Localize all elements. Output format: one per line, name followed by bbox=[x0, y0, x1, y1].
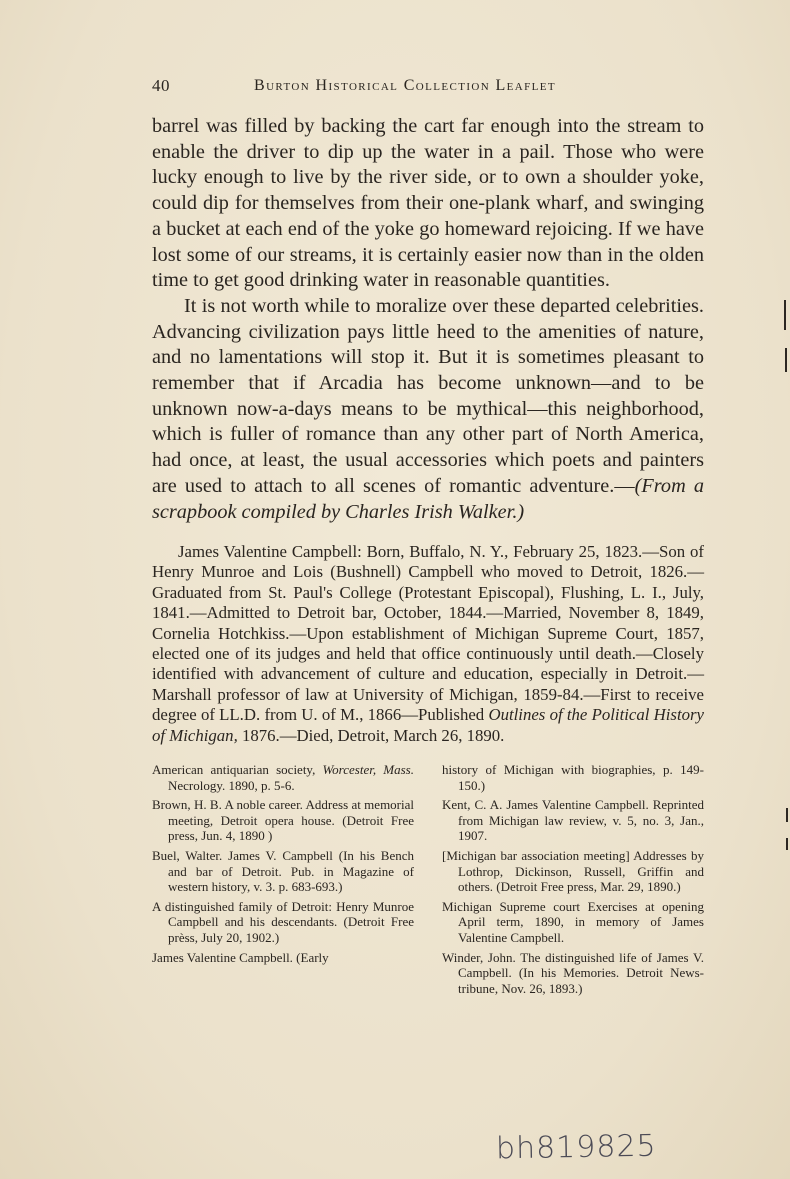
reference-italic: Worcester, Mass. bbox=[322, 762, 414, 777]
reference-text: Kent, C. A. James Valentine Campbell. Reprinted from Michigan law review, v. 5, no. 3, Jan., 1907. bbox=[442, 797, 704, 844]
source-note: (From a scrapbook compiled by Charles Irish Walker.) bbox=[152, 474, 704, 523]
margin-mark bbox=[786, 838, 788, 850]
reference-item bbox=[442, 899, 704, 946]
body-paragraph-text: It is not worth while to moralize over these departed celebrities. Advancing civilization pays little heed to the amenities of nature, and no lamentations will stop it. But it is sometimes pleasant to remember that if Arcadia has become unknown—and to be unknown now-a-days means to be mythical—this neighborhood, which is fuller of romance than any other part of North America, had once, at least, the usual accessories which poets and painters are used to attach to all scenes of romantic adventure.— bbox=[152, 294, 704, 497]
biography-paragraph bbox=[152, 542, 704, 746]
reference-text: Michigan Supreme court Exercises at opening April term, 1890, in memory of James Valentine Campbell. bbox=[442, 898, 704, 945]
reference-item bbox=[152, 899, 414, 946]
margin-mark bbox=[785, 348, 787, 372]
bio-text: James Valentine Campbell: Born, Buffalo, N. Y., February 25, 1823.—Son of Henry Munroe and Lois (Bushnell) Campbell who moved to Detroit, 1826.—Graduated from St. Paul's College (Protestant Episcopal), Flushing, L. I., July, 1841.—Admitted to Detroit bar, October, 1844.—Married, November 8, 1849, Cornelia Hotchkiss.—Upon establishment of Michigan Supreme Court, 1857, elected one of its judges and held that office continuously until death.—Closely identified with advancement of culture and education, especially in Detroit.—Marshall professor of law at University of Michigan, 1859-84.—First to receive degree of LL.D. from U. of M., 1866—Published bbox=[152, 542, 704, 725]
references-right-column bbox=[442, 762, 704, 1000]
reference-item bbox=[442, 762, 704, 793]
reference-item bbox=[152, 762, 414, 793]
reference-text: Winder, John. The distinguished life of James V. Campbell. (In his Memories. Detroit News-tribune, Nov. 26, 1893.) bbox=[442, 949, 704, 996]
page-header bbox=[152, 76, 704, 102]
body-paragraph: barrel was filled by backing the cart far enough into the stream to enable the driver to dip up the water in a pail. Those who were lucky enough to live by the river side, or to own a shoulder yoke, could dip for themselves from their one-plank wharf, and swinging a bucket at each end of the yoke go homeward rejoicing. If we have lost some of our streams, it is certainly easier now than in the olden time to get good drinking water in reasonable quantities. bbox=[152, 115, 704, 292]
reference-text: history of Michigan with biographies, p. 149-150.) bbox=[442, 762, 704, 793]
running-head: Burton Historical Collection Leaflet bbox=[254, 77, 556, 94]
reference-item bbox=[152, 848, 414, 895]
reference-text: [Michigan bar association meeting] Addresses by Lothrop, Dickinson, Russell, Griffin and others. (Detroit Free press, Mar. 29, 1890.) bbox=[442, 847, 704, 895]
reference-text: American antiquarian society, bbox=[152, 762, 323, 777]
reference-text: Brown, H. B. A noble career. Address at memorial meeting, Detroit opera house. (Detroit Free press, Jun. 4, 1890 ) bbox=[152, 797, 414, 844]
margin-mark bbox=[784, 300, 786, 330]
reference-item bbox=[152, 797, 414, 844]
accession-number: bh819825 bbox=[495, 1128, 657, 1167]
reference-text-end: Necrology. 1890, p. 5-6. bbox=[168, 777, 295, 793]
reference-text: A distinguished family of Detroit: Henry Munroe Campbell and his descendants. (Detroit Free prèss, July 20, 1902.) bbox=[152, 898, 414, 945]
page-number: 40 bbox=[152, 76, 170, 95]
reference-text: James Valentine Campbell. (Early bbox=[152, 949, 329, 965]
reference-text: Buel, Walter. James V. Campbell (In his Bench and bar of Detroit. Pub. in Magazine of western history, v. 3. p. 683-693.) bbox=[152, 847, 414, 895]
reference-item bbox=[442, 848, 704, 895]
reference-item bbox=[442, 797, 704, 844]
reference-item bbox=[442, 950, 704, 997]
bio-book-title: Outlines of the Political History of Michigan, bbox=[152, 705, 704, 745]
references-left-column bbox=[152, 762, 414, 969]
reference-item bbox=[152, 950, 414, 966]
bio-text-end: 1876.—Died, Detroit, March 26, 1890. bbox=[237, 725, 505, 745]
margin-mark bbox=[786, 808, 788, 822]
body-text bbox=[152, 114, 704, 525]
body-paragraph bbox=[152, 294, 704, 525]
